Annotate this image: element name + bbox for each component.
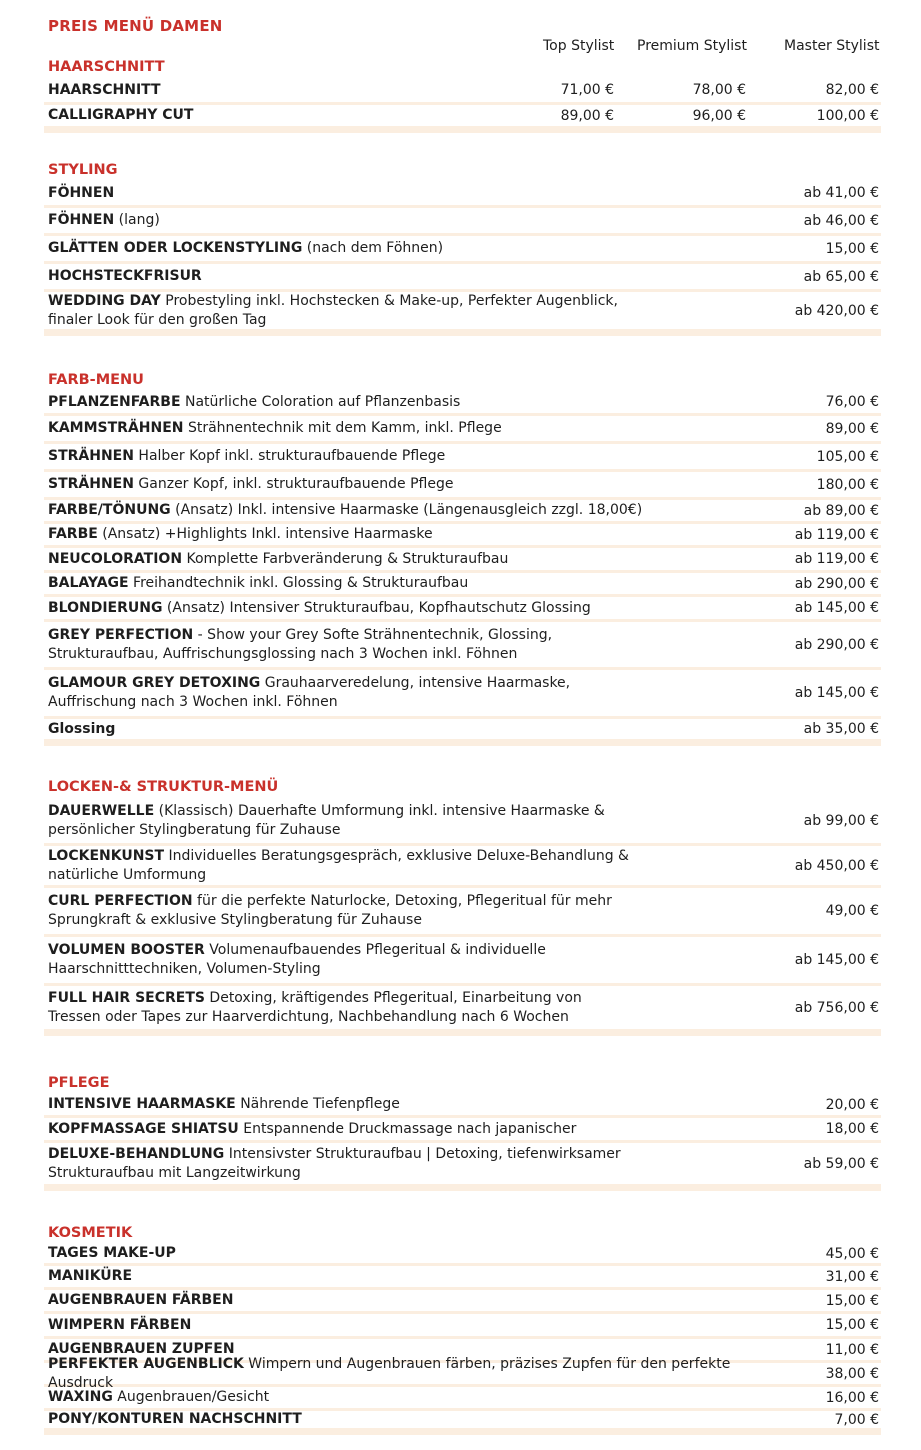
column-header-premium-stylist: Premium Stylist [637,38,747,54]
menu-item-row [44,798,881,846]
menu-item-name: HAARSCHNITT [48,81,161,98]
menu-item-row [44,181,881,208]
menu-item-price: ab 59,00 € [803,1155,879,1172]
menu-item-price: 105,00 € [816,448,879,465]
menu-item-details: Natürliche Coloration auf Pflanzenbasis [180,393,461,410]
menu-item-name: BALAYAGE [48,575,129,591]
menu-item-row [44,597,881,622]
menu-item-description [48,1120,771,1139]
menu-item-row [44,1290,881,1314]
menu-item-description [48,941,648,979]
menu-item-price: ab 46,00 € [803,212,879,229]
menu-item-description [48,674,648,712]
menu-item-price: ab 145,00 € [794,685,879,701]
menu-item-row [44,105,881,133]
section-title: FARB-MENU [48,372,144,388]
menu-item-name: GLAMOUR GREY DETOXING [48,675,261,691]
price-master-stylist: 82,00 € [825,82,879,98]
menu-item-details: Strähnentechnik mit dem Kamm, inkl. Pflege [183,420,502,436]
menu-item-price: ab 290,00 € [794,575,879,592]
menu-item-name: DELUXE-BEHANDLUNG [48,1145,225,1162]
menu-item-row [44,391,881,416]
menu-item-price: 49,00 € [825,903,879,919]
menu-item-name: KAMMSTRÄHNEN [48,420,184,436]
menu-item-row [44,78,881,105]
section-title: LOCKEN-& STRUKTUR-MENÜ [48,779,279,795]
menu-item-name: CURL PERFECTION [48,893,193,909]
menu-item-price: ab 450,00 € [794,857,879,874]
menu-item-row [44,208,881,236]
menu-item-description [48,892,648,930]
section-title: KOSMETIK [48,1225,133,1241]
menu-item-description [48,1244,771,1263]
menu-item-row [44,264,881,292]
menu-item-row [44,1244,881,1266]
menu-item-details: - Show your Grey Softe Strähnentechnik, Glossing, Strukturaufbau, Auffrischungsglossing nach 3 Wochen inkl. Föhnen [48,626,553,662]
menu-item-price: ab 119,00 € [794,551,879,567]
menu-item-row [44,719,881,746]
menu-item-details: (nach dem Föhnen) [302,240,444,256]
menu-item-price: ab 420,00 € [794,302,879,319]
menu-item-name: FARBE [48,526,98,542]
menu-item-row [44,846,881,888]
price-master-stylist: 100,00 € [816,107,879,124]
menu-item-name: DAUERWELLE [48,802,155,819]
menu-item-details: Halber Kopf inkl. strukturaufbauende Pflege [133,448,446,464]
menu-item-name: FÖHNEN [48,212,115,228]
menu-item-name: AUGENBRAUEN ZUPFEN [48,1341,235,1357]
menu-item-price: ab 145,00 € [794,952,879,968]
menu-item-row [44,236,881,264]
menu-item-price: 76,00 € [825,394,879,410]
menu-item-row [44,937,881,986]
menu-item-price: 7,00 € [834,1411,879,1428]
menu-item-price: ab 65,00 € [803,268,879,285]
price-premium-stylist: 78,00 € [692,82,746,98]
menu-item-details: Nährende Tiefenpflege [235,1096,400,1112]
menu-item-description [48,1316,771,1335]
menu-item-description [48,1410,771,1429]
menu-item-name: HOCHSTECKFRISUR [48,268,202,284]
menu-item-name: BLONDIERUNG [48,599,163,616]
menu-item-description [48,239,771,258]
menu-item-row [44,500,881,524]
menu-item-name: PFLANZENFARBE [48,393,181,410]
menu-item-details: Wimpern und Augenbrauen färben, präzises Zupfen für den perfekte Ausdruck [48,1355,731,1391]
menu-item-row [44,1314,881,1339]
menu-item-price: 16,00 € [825,1389,879,1406]
menu-item-name: FULL HAIR SECRETS [48,989,205,1006]
menu-item-description [48,720,771,739]
menu-item-description [48,292,648,330]
menu-item-description [48,802,648,840]
section-styling [44,159,881,336]
menu-item-row [44,416,881,444]
menu-item-description [48,989,648,1027]
menu-item-name: GREY PERFECTION [48,626,194,643]
menu-item-row [44,888,881,937]
menu-item-price: 18,00 € [825,1121,879,1137]
menu-item-row [44,472,881,500]
menu-item-name: KOPFMASSAGE SHIATSU [48,1120,239,1137]
menu-item-description [48,1095,771,1114]
menu-item-price: ab 145,00 € [794,600,879,616]
menu-item-row [44,1266,881,1290]
menu-item-name: NEUCOLORATION [48,550,183,567]
price-top-stylist: 89,00 € [560,107,614,124]
menu-item-details: Probestyling inkl. Hochstecken & Make-up, Perfekter Augenblick, finaler Look für den großen Tag [48,292,618,328]
menu-item-description [48,81,528,100]
menu-item-name: INTENSIVE HAARMASKE [48,1096,236,1112]
menu-item-price: 11,00 € [825,1341,879,1358]
menu-item-price: 20,00 € [825,1096,879,1113]
menu-item-description [48,626,648,664]
menu-item-description [48,419,771,438]
menu-item-row [44,1094,881,1118]
menu-item-description [48,847,648,885]
menu-item-row [44,622,881,670]
section-locken-struktur-menü [44,776,881,1036]
menu-item-description [48,525,771,544]
menu-item-description [48,447,771,466]
menu-item-details: Freihandtechnik inkl. Glossing & Strukturaufbau [128,575,469,591]
section-title: PFLEGE [48,1075,110,1091]
menu-item-name: STRÄHNEN [48,448,134,464]
menu-item-details: Augenbrauen/Gesicht [112,1389,270,1405]
menu-item-details: Intensivster Strukturaufbau | Detoxing, tiefenwirksamer Strukturaufbau mit Langzeitwirkung [48,1145,621,1181]
menu-item-row [44,1143,881,1191]
menu-item-description [48,1388,771,1407]
section-pflege [44,1072,881,1191]
menu-item-row [44,524,881,548]
menu-item-description [48,184,771,203]
menu-item-description [48,550,771,569]
menu-item-price: 45,00 € [825,1245,879,1262]
menu-item-price: ab 89,00 € [803,502,879,519]
menu-item-description [48,1145,648,1183]
menu-item-description [48,599,771,618]
menu-item-details: (lang) [114,212,160,228]
section-haarschnitt [44,56,881,133]
menu-item-description [48,475,771,494]
menu-item-name: AUGENBRAUEN FÄRBEN [48,1292,234,1308]
menu-item-row [44,444,881,472]
menu-item-description [48,1291,771,1310]
menu-title: PREIS MENÜ DAMEN [48,17,223,35]
menu-item-description [48,501,771,520]
menu-item-name: MANIKÜRE [48,1268,133,1284]
menu-item-name: WEDDING DAY [48,292,161,309]
section-title: HAARSCHNITT [48,59,165,75]
menu-item-details: (Klassisch) Dauerhafte Umformung inkl. intensive Haarmaske & persönlicher Stylingberatung für Zuhause [48,802,605,838]
menu-item-description [48,574,771,593]
menu-item-description [48,106,528,125]
menu-item-name: Glossing [48,720,116,737]
menu-item-price: 15,00 € [825,240,879,257]
menu-item-description [48,267,771,286]
menu-item-price: 38,00 € [825,1365,879,1382]
menu-item-row [44,986,881,1036]
menu-item-details: (Ansatz) +Highlights Inkl. intensive Haarmaske [97,526,433,542]
menu-item-name: FARBE/TÖNUNG [48,502,171,518]
menu-item-name: LOCKENKUNST [48,847,165,864]
menu-item-details: für die perfekte Naturlocke, Detoxing, Pflegeritual für mehr Sprungkraft & exklusive Stylingberatung für Zuhause [48,893,612,928]
menu-item-name: STRÄHNEN [48,476,134,492]
section-title: STYLING [48,162,118,178]
menu-item-price: 89,00 € [825,420,879,437]
menu-item-name: PONY/KONTUREN NACHSCHNITT [48,1411,302,1427]
menu-item-row [44,1387,881,1411]
menu-item-description [48,211,771,230]
menu-item-name: WIMPERN FÄRBEN [48,1316,192,1333]
menu-item-details: Komplette Farbveränderung & Strukturaufbau [182,550,509,567]
price-top-stylist: 71,00 € [560,82,614,98]
menu-item-details: Grauhaarveredelung, intensive Haarmaske, Auffrischung nach 3 Wochen inkl. Föhnen [48,675,571,710]
menu-item-details: Detoxing, kräftigendes Pflegeritual, Einarbeitung von Tressen oder Tapes zur Haarverdichtung, Nachbehandlung nach 6 Wochen [48,989,582,1025]
menu-item-price: 15,00 € [825,1292,879,1309]
menu-item-price: 15,00 € [825,1317,879,1333]
menu-item-details: Entspannende Druckmassage nach japanischer [238,1120,577,1137]
menu-item-name: GLÄTTEN ODER LOCKENSTYLING [48,240,303,256]
menu-item-row [44,670,881,719]
section-kosmetik [44,1222,881,1435]
menu-item-row [44,573,881,597]
price-premium-stylist: 96,00 € [692,107,746,124]
menu-item-details: (Ansatz) Inkl. intensive Haarmaske (Längenausgleich zzgl. 18,00€) [170,502,643,518]
menu-item-details: (Ansatz) Intensiver Strukturaufbau, Kopfhautschutz Glossing [162,599,591,616]
column-header-master-stylist: Master Stylist [784,38,880,54]
menu-item-name: WAXING [48,1389,113,1405]
menu-item-description [48,1267,771,1286]
menu-item-price: ab 35,00 € [803,721,879,737]
menu-item-details: Volumenaufbauendes Pflegeritual & individuelle Haarschnitttechniken, Volumen-Styling [48,942,546,977]
menu-item-price: ab 756,00 € [794,999,879,1016]
menu-item-price: ab 119,00 € [794,526,879,543]
menu-item-name: TAGES MAKE-UP [48,1245,176,1261]
menu-item-price: 31,00 € [825,1268,879,1285]
menu-item-price: ab 290,00 € [794,636,879,653]
menu-item-description [48,393,771,412]
menu-item-row [44,1411,881,1435]
menu-item-name: PERFEKTER AUGENBLICK [48,1355,244,1372]
menu-item-price: 180,00 € [816,476,879,493]
menu-item-name: CALLIGRAPHY CUT [48,107,194,123]
menu-item-price: ab 41,00 € [803,185,879,201]
menu-item-row [44,548,881,573]
column-header-top-stylist: Top Stylist [543,38,615,54]
section-farb-menu [44,369,881,746]
menu-item-details: Ganzer Kopf, inkl. strukturaufbauende Pflege [133,476,454,492]
menu-item-details: Individuelles Beratungsgespräch, exklusive Deluxe-Behandlung & natürliche Umformung [48,847,629,883]
menu-item-row [44,1355,881,1391]
menu-item-name: VOLUMEN BOOSTER [48,942,205,958]
menu-item-row [44,1118,881,1143]
menu-item-price: ab 99,00 € [803,812,879,829]
menu-item-row [44,292,881,336]
menu-item-name: FÖHNEN [48,184,115,201]
